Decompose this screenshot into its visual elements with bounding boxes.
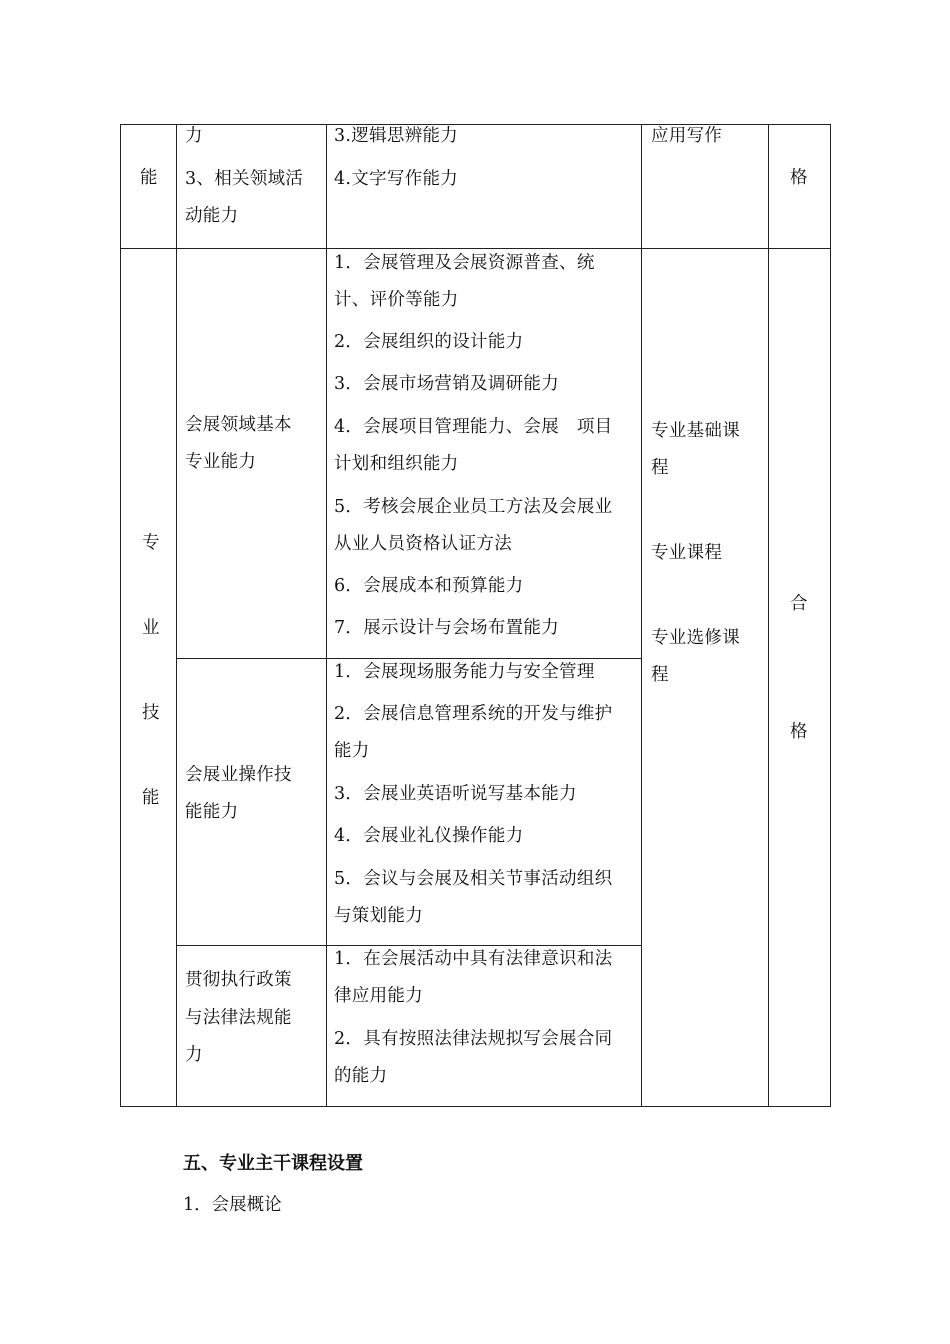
ability-line: 与法律法规能 bbox=[185, 1008, 292, 1028]
item-line: 3．会展业英语听说写基本能力 bbox=[334, 784, 577, 804]
course-line: 程 bbox=[651, 665, 669, 685]
category-char: 专 bbox=[142, 533, 160, 553]
table-rule bbox=[120, 124, 121, 1107]
ability-line: 会展领域基本 bbox=[185, 415, 292, 435]
ability-course-table bbox=[120, 124, 831, 1107]
ability-line: 贯彻执行政策 bbox=[185, 970, 292, 990]
item-line: 1．会展现场服务能力与安全管理 bbox=[334, 662, 595, 682]
table-rule bbox=[326, 124, 327, 1107]
item-line: 4.文字写作能力 bbox=[334, 169, 459, 189]
course-cell: 应用写作 bbox=[651, 126, 723, 146]
ability-line: 力 bbox=[185, 126, 203, 146]
item-line: 计划和组织能力 bbox=[334, 454, 459, 474]
table-rule bbox=[120, 124, 831, 125]
ability-line: 能能力 bbox=[185, 802, 239, 822]
item-line: 1．在会展活动中具有法律意识和法 bbox=[334, 949, 613, 969]
item-line: 能力 bbox=[334, 741, 370, 761]
course-line: 专业课程 bbox=[651, 543, 723, 563]
category-char: 业 bbox=[142, 618, 160, 638]
section-heading: 五、专业主干课程设置 bbox=[183, 1153, 363, 1174]
item-line: 5．考核会展企业员工方法及会展业 bbox=[334, 497, 613, 517]
ability-line: 3、相关领域活 bbox=[185, 169, 304, 189]
result-char: 格 bbox=[790, 722, 808, 742]
ability-line: 动能力 bbox=[185, 206, 239, 226]
category-char: 能 bbox=[142, 788, 160, 808]
category-cell: 能 bbox=[140, 168, 158, 188]
item-line: 2．具有按照法律法规拟写会展合同 bbox=[334, 1029, 613, 1049]
list-item: 1．会展概论 bbox=[183, 1195, 282, 1215]
item-line: 3.逻辑思辨能力 bbox=[334, 126, 459, 146]
table-rule bbox=[176, 124, 177, 1107]
item-line: 律应用能力 bbox=[334, 986, 423, 1006]
item-line: 7．展示设计与会场布置能力 bbox=[334, 618, 560, 638]
item-line: 6．会展成本和预算能力 bbox=[334, 576, 524, 596]
course-line: 专业基础课 bbox=[651, 421, 740, 441]
table-rule bbox=[120, 1106, 831, 1107]
ability-line: 会展业操作技 bbox=[185, 765, 292, 785]
category-char: 技 bbox=[142, 703, 160, 723]
result-cell: 格 bbox=[790, 168, 808, 188]
ability-line: 力 bbox=[185, 1045, 203, 1065]
item-line: 计、评价等能力 bbox=[334, 290, 459, 310]
item-line: 1．会展管理及会展资源普查、统 bbox=[334, 253, 595, 273]
table-rule bbox=[768, 124, 769, 1107]
item-line: 4．会展项目管理能力、会展 项目 bbox=[334, 417, 613, 437]
ability-line: 专业能力 bbox=[185, 452, 257, 472]
course-line: 程 bbox=[651, 458, 669, 478]
table-rule bbox=[830, 124, 831, 1107]
result-char: 合 bbox=[790, 594, 808, 614]
item-line: 的能力 bbox=[334, 1066, 388, 1086]
course-line: 专业选修课 bbox=[651, 628, 740, 648]
item-line: 2．会展信息管理系统的开发与维护 bbox=[334, 704, 613, 724]
item-line: 3．会展市场营销及调研能力 bbox=[334, 374, 560, 394]
item-line: 与策划能力 bbox=[334, 906, 423, 926]
table-rule bbox=[641, 124, 642, 1107]
item-line: 2．会展组织的设计能力 bbox=[334, 332, 524, 352]
item-line: 从业人员资格认证方法 bbox=[334, 534, 512, 554]
item-line: 4．会展业礼仪操作能力 bbox=[334, 826, 524, 846]
item-line: 5．会议与会展及相关节事活动组织 bbox=[334, 869, 613, 889]
